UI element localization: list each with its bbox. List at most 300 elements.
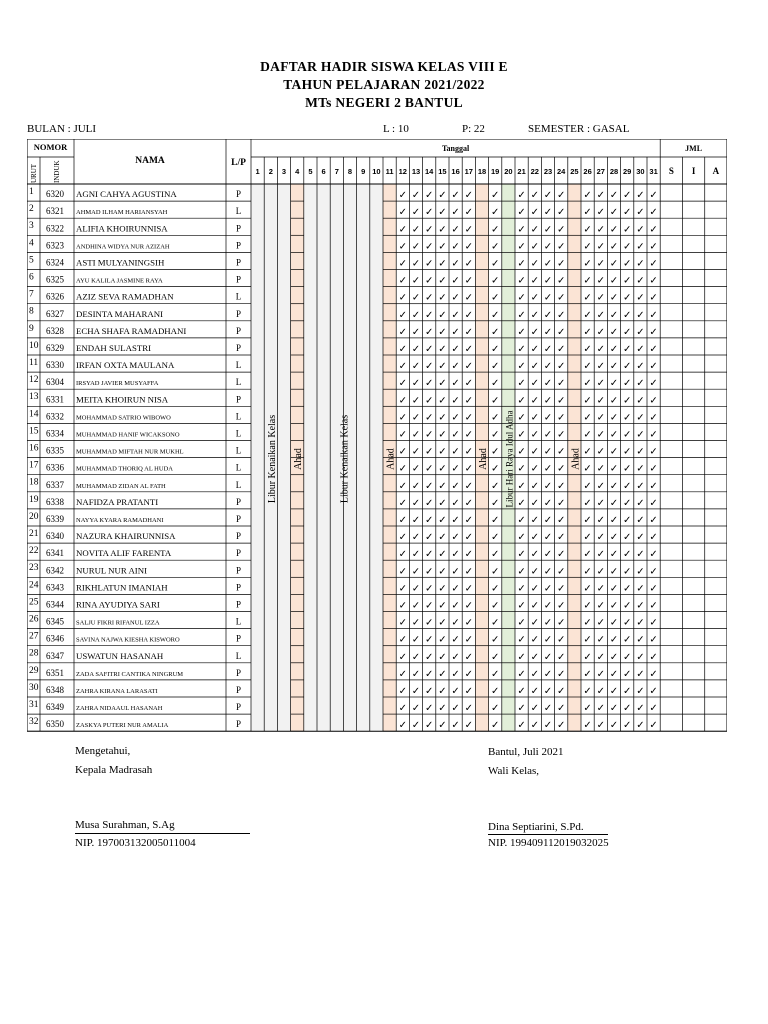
attendance-check: ✓ — [491, 326, 500, 338]
attendance-check: ✓ — [438, 378, 447, 390]
attendance-check: ✓ — [530, 634, 539, 646]
student-name: DESINTA MAHARANI — [76, 308, 164, 319]
attendance-check: ✓ — [557, 617, 566, 629]
attendance-check: ✓ — [583, 532, 592, 544]
annotation-ahad-11: Ahad — [385, 448, 397, 470]
attendance-check: ✓ — [557, 292, 566, 304]
attendance-check: ✓ — [623, 463, 632, 475]
attendance-check: ✓ — [596, 497, 605, 509]
attendance-check: ✓ — [543, 361, 553, 373]
attendance-check: ✓ — [609, 241, 619, 253]
student-name: ECHA SHAFA RAMADHANI — [76, 325, 187, 336]
attendance-check: ✓ — [623, 326, 632, 338]
row-number: 22 — [29, 546, 39, 557]
student-gender: P — [235, 496, 242, 507]
attendance-check: ✓ — [543, 292, 553, 304]
attendance-check: ✓ — [557, 309, 566, 321]
student-id: 6343 — [46, 582, 64, 593]
attendance-check: ✓ — [517, 275, 526, 287]
attendance-check: ✓ — [583, 344, 592, 355]
attendance-check: ✓ — [464, 703, 473, 715]
student-id: 6344 — [46, 599, 64, 610]
attendance-check: ✓ — [583, 326, 592, 338]
attendance-check: ✓ — [649, 686, 658, 697]
attendance-check: ✓ — [596, 309, 605, 321]
attendance-check: ✓ — [583, 224, 592, 236]
attendance-check: ✓ — [557, 361, 566, 373]
attendance-check: ✓ — [411, 463, 421, 475]
attendance-check: ✓ — [491, 583, 500, 595]
attendance-check: ✓ — [451, 344, 460, 355]
row-number: 21 — [29, 529, 39, 539]
attendance-check: ✓ — [623, 549, 632, 561]
attendance-check: ✓ — [398, 344, 407, 355]
attendance-check: ✓ — [609, 429, 619, 441]
attendance-check: ✓ — [609, 326, 619, 338]
attendance-check: ✓ — [411, 207, 421, 219]
attendance-check: ✓ — [636, 344, 645, 355]
attendance-check: ✓ — [623, 344, 632, 355]
attendance-check: ✓ — [543, 720, 553, 732]
attendance-check: ✓ — [649, 344, 658, 355]
day-number: 17 — [464, 167, 473, 176]
attendance-check: ✓ — [398, 412, 407, 424]
student-gender: P — [235, 685, 242, 695]
student-gender: L — [235, 462, 242, 473]
student-name: SAVINA NAJWA KIESHA KISWORO — [76, 636, 180, 644]
attendance-check: ✓ — [649, 634, 658, 646]
student-name: ZASKYA PUTERI NUR AMALIA — [76, 722, 169, 730]
attendance-check: ✓ — [425, 446, 434, 458]
attendance-check: ✓ — [425, 583, 434, 595]
attendance-check: ✓ — [517, 395, 526, 407]
attendance-check: ✓ — [596, 275, 605, 287]
attendance-check: ✓ — [451, 429, 460, 441]
row-number: 17 — [29, 460, 39, 471]
attendance-check: ✓ — [649, 703, 658, 715]
attendance-check: ✓ — [649, 549, 658, 561]
attendance-check: ✓ — [649, 668, 658, 680]
student-gender: P — [235, 599, 242, 610]
attendance-check: ✓ — [623, 532, 632, 544]
student-gender: P — [235, 308, 242, 319]
attendance-check: ✓ — [543, 651, 553, 663]
day-number: 16 — [451, 167, 460, 176]
attendance-check: ✓ — [609, 703, 619, 715]
attendance-check: ✓ — [464, 412, 473, 424]
attendance-check: ✓ — [517, 480, 526, 492]
attendance-check: ✓ — [517, 446, 526, 458]
attendance-check: ✓ — [636, 668, 645, 680]
attendance-check: ✓ — [636, 258, 645, 270]
attendance-check: ✓ — [530, 651, 539, 663]
attendance-check: ✓ — [517, 532, 526, 544]
student-id: 6341 — [46, 548, 64, 559]
attendance-check: ✓ — [438, 190, 447, 202]
attendance-check: ✓ — [543, 344, 553, 355]
attendance-check: ✓ — [583, 651, 592, 663]
attendance-check: ✓ — [596, 463, 605, 475]
attendance-check: ✓ — [609, 532, 619, 544]
attendance-check: ✓ — [609, 361, 619, 373]
attendance-check: ✓ — [464, 224, 473, 236]
attendance-check: ✓ — [464, 258, 473, 270]
attendance-check: ✓ — [438, 241, 447, 253]
row-number: 31 — [29, 700, 39, 710]
attendance-check: ✓ — [398, 617, 407, 629]
attendance-check: ✓ — [411, 275, 421, 287]
induk-header: INDUK — [53, 160, 61, 183]
attendance-check: ✓ — [636, 207, 645, 219]
attendance-check: ✓ — [491, 668, 500, 680]
attendance-check: ✓ — [451, 378, 460, 390]
attendance-check: ✓ — [557, 703, 566, 715]
attendance-check: ✓ — [517, 668, 526, 680]
attendance-check: ✓ — [530, 412, 539, 424]
row-number: 23 — [29, 563, 39, 574]
attendance-check: ✓ — [464, 480, 473, 492]
row-number: 15 — [29, 426, 39, 437]
attendance-check: ✓ — [636, 703, 645, 715]
student-id: 6324 — [46, 257, 64, 268]
attendance-check: ✓ — [411, 326, 421, 338]
attendance-check: ✓ — [411, 344, 421, 355]
attendance-check: ✓ — [464, 720, 473, 732]
student-name: ENDAH SULASTRI — [76, 343, 152, 353]
homeroom-title: Wali Kelas, — [488, 765, 540, 777]
attendance-check: ✓ — [438, 429, 447, 441]
attendance-check: ✓ — [517, 600, 526, 612]
attendance-check: ✓ — [596, 207, 605, 219]
attendance-check: ✓ — [438, 583, 447, 595]
academic-year: TAHUN PELAJARAN 2021/2022 — [283, 77, 485, 92]
day-number: 5 — [308, 167, 313, 176]
attendance-check: ✓ — [398, 309, 407, 321]
attendance-check: ✓ — [623, 720, 632, 732]
attendance-check: ✓ — [517, 344, 526, 355]
attendance-check: ✓ — [543, 497, 553, 509]
attendance-check: ✓ — [543, 326, 553, 338]
student-name: IRSYAD JAVIER MUSYAFFA — [76, 380, 159, 388]
row-number: 26 — [29, 614, 39, 625]
attendance-check: ✓ — [530, 480, 539, 492]
attendance-check: ✓ — [543, 515, 553, 526]
attendance-check: ✓ — [411, 309, 421, 321]
attendance-check: ✓ — [464, 617, 473, 629]
attendance-check: ✓ — [649, 292, 658, 304]
attendance-check: ✓ — [543, 378, 553, 390]
day-number: 10 — [372, 167, 381, 176]
student-id: 6335 — [46, 445, 64, 456]
attendance-check: ✓ — [411, 566, 421, 578]
attendance-check: ✓ — [464, 190, 473, 202]
student-gender: L — [235, 291, 242, 302]
attendance-check: ✓ — [425, 532, 434, 544]
student-id: 6336 — [46, 462, 64, 473]
attendance-check: ✓ — [411, 190, 421, 202]
attendance-check: ✓ — [438, 651, 447, 663]
attendance-check: ✓ — [530, 429, 539, 441]
attendance-check: ✓ — [557, 480, 566, 492]
attendance-check: ✓ — [491, 497, 500, 509]
student-name: ZADA SAFITRI CANTIKA NINGRUM — [76, 670, 184, 678]
attendance-check: ✓ — [464, 292, 473, 304]
attendance-check: ✓ — [517, 241, 526, 253]
attendance-check: ✓ — [596, 429, 605, 441]
attendance-check: ✓ — [636, 634, 645, 646]
attendance-check: ✓ — [636, 429, 645, 441]
student-id: 6348 — [46, 685, 64, 695]
attendance-check: ✓ — [609, 446, 619, 458]
attendance-check: ✓ — [425, 429, 434, 441]
student-gender: P — [235, 240, 242, 251]
attendance-check: ✓ — [464, 497, 473, 509]
attendance-check: ✓ — [464, 429, 473, 441]
day-number: 27 — [596, 167, 605, 176]
attendance-check: ✓ — [491, 292, 500, 304]
attendance-check: ✓ — [609, 617, 619, 629]
attendance-check: ✓ — [530, 292, 539, 304]
homeroom-nip: NIP. 199409112019032025 — [488, 837, 609, 849]
attendance-check: ✓ — [649, 651, 658, 663]
student-gender: P — [235, 394, 242, 405]
student-gender: P — [235, 565, 242, 576]
attendance-check: ✓ — [649, 617, 658, 629]
attendance-check: ✓ — [557, 241, 566, 253]
attendance-check: ✓ — [411, 224, 421, 236]
attendance-check: ✓ — [398, 634, 407, 646]
attendance-check: ✓ — [464, 651, 473, 663]
attendance-check: ✓ — [451, 446, 460, 458]
row-number: 28 — [29, 648, 39, 659]
principal-title: Kepala Madrasah — [75, 764, 153, 776]
attendance-check: ✓ — [609, 686, 619, 697]
school-name: MTs NEGERI 2 BANTUL — [305, 95, 463, 110]
attendance-check: ✓ — [543, 190, 553, 202]
attendance-check: ✓ — [530, 224, 539, 236]
attendance-check: ✓ — [609, 463, 619, 475]
urut-header: URUT — [30, 163, 38, 183]
attendance-check: ✓ — [543, 668, 553, 680]
attendance-check: ✓ — [451, 361, 460, 373]
day-number: 13 — [411, 167, 421, 176]
attendance-check: ✓ — [438, 600, 447, 612]
attendance-check: ✓ — [543, 600, 553, 612]
attendance-check: ✓ — [464, 668, 473, 680]
day-number: 3 — [281, 167, 287, 176]
attendance-check: ✓ — [530, 344, 539, 355]
attendance-check: ✓ — [491, 703, 500, 715]
attendance-check: ✓ — [583, 395, 592, 407]
attendance-check: ✓ — [464, 549, 473, 561]
attendance-check: ✓ — [438, 634, 447, 646]
student-name: NOVITA ALIF FARENTA — [76, 548, 172, 559]
day-number: 29 — [623, 167, 632, 176]
attendance-check: ✓ — [583, 497, 592, 509]
attendance-check: ✓ — [451, 292, 460, 304]
nama-header: NAMA — [135, 156, 165, 166]
student-name: MOHAMMAD SATRIO WIBOWO — [76, 414, 171, 422]
attendance-check: ✓ — [491, 600, 500, 612]
student-id: 6325 — [46, 274, 64, 285]
student-name: NAFIDZA PRATANTI — [76, 496, 159, 507]
attendance-check: ✓ — [609, 309, 619, 321]
attendance-check: ✓ — [398, 275, 407, 287]
student-gender: L — [235, 428, 242, 439]
attendance-check: ✓ — [530, 378, 539, 390]
attendance-check: ✓ — [557, 720, 566, 732]
attendance-check: ✓ — [464, 395, 473, 407]
attendance-check: ✓ — [517, 258, 526, 270]
attendance-check: ✓ — [583, 668, 592, 680]
day-number: 9 — [361, 167, 366, 176]
attendance-check: ✓ — [636, 463, 645, 475]
attendance-check: ✓ — [425, 378, 434, 390]
attendance-check: ✓ — [543, 395, 553, 407]
attendance-check: ✓ — [583, 429, 592, 441]
attendance-check: ✓ — [491, 634, 500, 646]
student-gender: L — [235, 360, 242, 371]
day-number: 12 — [398, 167, 407, 176]
attendance-check: ✓ — [543, 703, 553, 715]
attendance-check: ✓ — [411, 703, 421, 715]
attendance-check: ✓ — [438, 412, 447, 424]
attendance-check: ✓ — [491, 686, 500, 697]
day-number: 31 — [649, 167, 658, 176]
attendance-check: ✓ — [530, 207, 539, 219]
attendance-check: ✓ — [464, 566, 473, 578]
attendance-check: ✓ — [491, 224, 500, 236]
row-number: 10 — [29, 340, 39, 351]
student-gender: P — [235, 531, 242, 542]
student-id: 6323 — [46, 240, 64, 251]
attendance-check: ✓ — [636, 600, 645, 612]
attendance-check: ✓ — [438, 309, 447, 321]
attendance-check: ✓ — [636, 275, 645, 287]
semester-label: SEMESTER : GASAL — [528, 123, 630, 135]
attendance-check: ✓ — [451, 207, 460, 219]
attendance-check: ✓ — [451, 395, 460, 407]
student-gender: P — [235, 582, 242, 593]
attendance-check: ✓ — [543, 480, 553, 492]
attendance-check: ✓ — [596, 566, 605, 578]
attendance-check: ✓ — [491, 309, 500, 321]
attendance-check: ✓ — [609, 480, 619, 492]
attendance-check: ✓ — [623, 566, 632, 578]
attendance-check: ✓ — [649, 378, 658, 390]
attendance-check: ✓ — [623, 258, 632, 270]
student-name: ZAHRA KIRANA LARASATI — [76, 688, 158, 695]
attendance-check: ✓ — [530, 532, 539, 544]
row-number: 24 — [29, 580, 39, 591]
attendance-check: ✓ — [491, 651, 500, 663]
student-id: 6321 — [46, 206, 64, 217]
attendance-check: ✓ — [438, 532, 447, 544]
attendance-check: ✓ — [491, 241, 500, 253]
attendance-check: ✓ — [464, 686, 473, 697]
student-id: 6350 — [46, 719, 64, 730]
attendance-check: ✓ — [425, 463, 434, 475]
month-label: BULAN : JULI — [27, 123, 97, 135]
attendance-check: ✓ — [609, 600, 619, 612]
attendance-check: ✓ — [649, 258, 658, 270]
row-number: 8 — [29, 306, 34, 317]
student-gender: P — [235, 343, 242, 353]
attendance-check: ✓ — [411, 651, 421, 663]
student-name: MUHAMMAD THORIQ AL HUDA — [76, 465, 173, 473]
annotation-idul-adha: Libur Hari Raya Idul Adha — [504, 410, 515, 508]
attendance-check: ✓ — [583, 686, 592, 697]
attendance-check: ✓ — [543, 634, 553, 646]
attendance-check: ✓ — [557, 549, 566, 561]
attendance-check: ✓ — [517, 207, 526, 219]
student-gender: L — [235, 616, 242, 627]
student-gender: P — [235, 257, 242, 268]
attendance-check: ✓ — [425, 703, 434, 715]
attendance-check: ✓ — [636, 515, 645, 526]
attendance-check: ✓ — [609, 344, 619, 355]
attendance-check: ✓ — [398, 720, 407, 732]
attendance-check: ✓ — [609, 583, 619, 595]
attendance-check: ✓ — [636, 480, 645, 492]
attendance-check: ✓ — [491, 344, 500, 355]
attendance-check: ✓ — [464, 600, 473, 612]
attendance-check: ✓ — [425, 275, 434, 287]
student-gender: P — [235, 702, 242, 713]
attendance-check: ✓ — [491, 549, 500, 561]
attendance-check: ✓ — [636, 446, 645, 458]
attendance-check: ✓ — [411, 412, 421, 424]
attendance-check: ✓ — [530, 549, 539, 561]
attendance-check: ✓ — [636, 617, 645, 629]
attendance-check: ✓ — [583, 361, 592, 373]
attendance-check: ✓ — [398, 668, 407, 680]
attendance-check: ✓ — [530, 617, 539, 629]
attendance-check: ✓ — [451, 703, 460, 715]
attendance-check: ✓ — [425, 241, 434, 253]
day-number: 18 — [477, 167, 487, 176]
attendance-check: ✓ — [583, 292, 592, 304]
female-count: P: 22 — [462, 123, 485, 135]
attendance-check: ✓ — [464, 344, 473, 355]
attendance-check: ✓ — [543, 686, 553, 697]
attendance-check: ✓ — [398, 686, 407, 697]
attendance-check: ✓ — [609, 651, 619, 663]
attendance-check: ✓ — [491, 429, 500, 441]
attendance-check: ✓ — [438, 207, 447, 219]
attendance-check: ✓ — [491, 446, 500, 458]
jml-col-header: I — [691, 166, 696, 176]
attendance-check: ✓ — [464, 583, 473, 595]
row-number: 7 — [29, 289, 34, 300]
attendance-check: ✓ — [609, 566, 619, 578]
attendance-check: ✓ — [583, 412, 592, 424]
attendance-check: ✓ — [411, 361, 421, 373]
attendance-check: ✓ — [649, 429, 658, 441]
attendance-check: ✓ — [649, 241, 658, 253]
attendance-check: ✓ — [543, 275, 553, 287]
attendance-check: ✓ — [596, 668, 605, 680]
attendance-check: ✓ — [517, 497, 526, 509]
attendance-check: ✓ — [649, 309, 658, 321]
student-name: RINA AYUDIYA SARI — [76, 599, 160, 610]
attendance-check: ✓ — [530, 566, 539, 578]
row-number: 12 — [29, 375, 39, 386]
acknowledged-label: Mengetahui, — [75, 745, 131, 757]
annotation-libur-kenaikan-1: Libur Kenaikan Kelas — [266, 414, 278, 504]
attendance-check: ✓ — [438, 566, 447, 578]
attendance-check: ✓ — [557, 532, 566, 544]
